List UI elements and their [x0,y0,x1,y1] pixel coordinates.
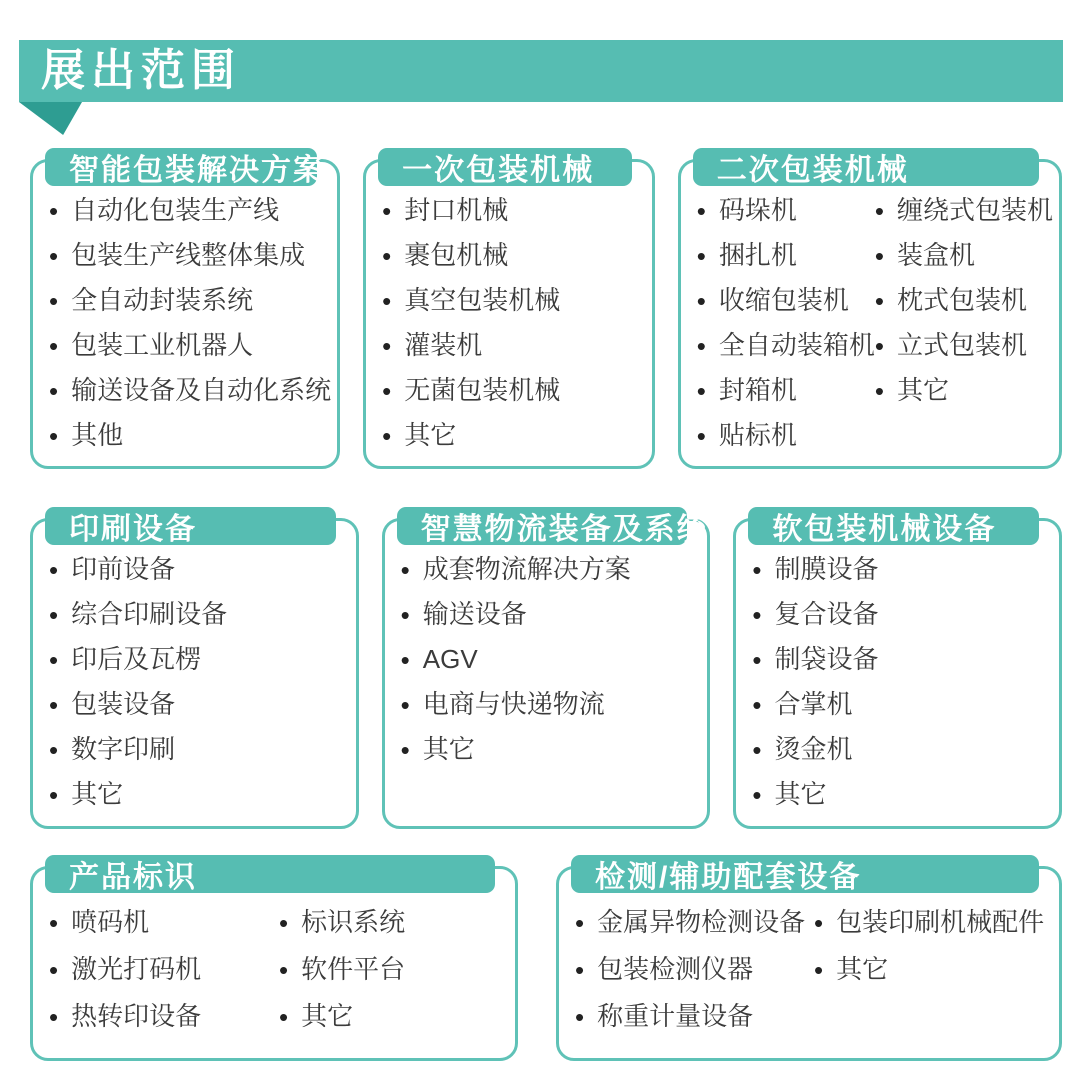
bullet-icon: • [575,907,585,938]
bullet-icon: • [49,907,59,938]
cards-area [30,154,1062,1061]
list-item [49,899,279,946]
item-label: 其它 [71,778,124,809]
bullet-icon: • [49,420,59,451]
item-label: 无菌包装机械 [404,374,561,405]
list-item [875,323,1053,368]
bullet-icon: • [382,195,392,226]
bullet-icon: • [696,330,706,361]
item-label: 成套物流解决方案 [422,553,631,584]
bullet-icon: • [49,734,59,765]
item-label: 自动化包装生产线 [71,194,280,225]
list-item [697,233,875,278]
list-item [382,188,646,233]
bullet-icon: • [696,195,706,226]
list-item [49,946,279,993]
item-label: 全自动装箱机 [718,329,875,360]
item-label: 喷码机 [71,906,150,937]
list-item [279,899,509,946]
banner-fold-corner [19,102,82,135]
list-item [49,772,350,817]
list-item [752,592,1053,637]
item-label: 称重计量设备 [597,1000,754,1031]
bullet-icon: • [382,285,392,316]
item-label: 包装工业机器人 [71,329,254,360]
category-card-title: 产品标识 [45,855,495,893]
item-column [49,547,350,817]
bullet-icon: • [752,779,762,810]
item-label: 装盒机 [896,239,975,270]
item-label: 真空包装机械 [404,284,561,315]
bullet-icon: • [49,375,59,406]
list-item [752,637,1053,682]
item-label: 合掌机 [774,688,853,719]
item-label: 包装设备 [71,688,176,719]
item-label: 其它 [422,733,475,764]
list-item [401,592,702,637]
list-item [575,946,814,993]
item-label: 立式包装机 [896,329,1027,360]
card-items [33,162,337,466]
list-item [382,278,646,323]
bullet-icon: • [49,330,59,361]
bullet-icon: • [874,195,884,226]
bullet-icon: • [400,599,410,630]
list-item [49,592,350,637]
item-column [49,188,331,458]
item-label: 其它 [774,778,827,809]
item-label: 综合印刷设备 [71,598,228,629]
list-item [382,323,646,368]
item-label: 收缩包装机 [718,284,849,315]
category-card-title: 一次包装机械 [378,148,632,186]
bullet-icon: • [575,1001,585,1032]
bullet-icon: • [49,195,59,226]
item-label: 数字印刷 [71,733,176,764]
bullet-icon: • [49,954,59,985]
item-label: 软件平台 [301,953,406,984]
page-title: 展出范围 [41,46,241,95]
item-label: 缠绕式包装机 [896,194,1053,225]
list-item [875,233,1053,278]
item-label: 包装生产线整体集成 [71,239,306,270]
category-card [382,513,711,829]
item-label: 其他 [71,419,124,450]
bullet-icon: • [382,240,392,271]
card-items [385,521,708,780]
bullet-icon: • [49,779,59,810]
item-label: 烫金机 [774,733,853,764]
list-item [401,682,702,727]
bullet-icon: • [874,375,884,406]
item-label: 包装印刷机械配件 [836,906,1045,937]
item-column [752,547,1053,817]
list-item [752,682,1053,727]
item-label: 输送设备 [422,598,527,629]
bullet-icon: • [696,285,706,316]
list-item [279,946,509,993]
item-label: 捆扎机 [718,239,797,270]
item-column [401,547,702,772]
item-label: 封箱机 [718,374,797,405]
item-label: 码垛机 [718,194,797,225]
category-card [733,513,1062,829]
bullet-icon: • [49,644,59,675]
item-label: 热转印设备 [71,1000,202,1031]
category-card [30,861,518,1061]
item-label: 印前设备 [71,553,176,584]
bullet-icon: • [752,734,762,765]
bullet-icon: • [874,330,884,361]
list-item [752,547,1053,592]
bullet-icon: • [382,330,392,361]
category-card-title: 智能包装解决方案 [45,148,317,186]
bullet-icon: • [752,689,762,720]
item-label: 裹包机械 [404,239,509,270]
item-label: 贴标机 [718,419,797,450]
item-label: 封口机械 [404,194,509,225]
bullet-icon: • [752,644,762,675]
card-items [736,521,1059,825]
bullet-icon: • [382,420,392,451]
item-label: 其它 [896,374,949,405]
item-label: 其它 [404,419,457,450]
category-card-title: 二次包装机械 [693,148,1039,186]
list-item [401,637,702,682]
item-label: 激光打码机 [71,953,202,984]
bullet-icon: • [400,644,410,675]
item-label: 制袋设备 [774,643,879,674]
category-card [30,154,340,469]
bullet-icon: • [49,240,59,271]
list-item [875,278,1053,323]
item-column [575,899,814,1040]
bullet-icon: • [814,907,824,938]
list-item [382,413,646,458]
card-items [366,162,652,466]
list-item [49,188,331,233]
list-item [575,993,814,1040]
item-label: 枕式包装机 [896,284,1027,315]
list-item [875,188,1053,233]
list-item [814,899,1053,946]
category-card-title: 检测/辅助配套设备 [571,855,1039,893]
item-label: 其它 [301,1000,354,1031]
bullet-icon: • [49,689,59,720]
item-label: 标识系统 [301,906,406,937]
list-item [697,413,875,458]
page-banner [19,40,1063,102]
list-item [752,772,1053,817]
item-label: 金属异物检测设备 [597,906,806,937]
bullet-icon: • [874,285,884,316]
item-label: 输送设备及自动化系统 [71,374,332,405]
bullet-icon: • [696,375,706,406]
list-item [49,993,279,1040]
list-item [697,323,875,368]
bullet-icon: • [49,599,59,630]
category-card-title: 印刷设备 [45,507,336,545]
category-card-title: 智慧物流装备及系统 [397,507,688,545]
item-label: 印后及瓦楞 [71,643,202,674]
category-card [678,154,1062,469]
list-item [752,727,1053,772]
list-item [697,368,875,413]
item-label: 复合设备 [774,598,879,629]
list-item [697,278,875,323]
bullet-icon: • [49,285,59,316]
card-row [30,513,1062,829]
list-item [279,993,509,1040]
card-row [30,154,1062,469]
list-item [875,368,1053,413]
item-label: AGV [422,643,478,674]
item-label: 电商与快递物流 [422,688,605,719]
list-item [382,368,646,413]
list-item [49,323,331,368]
category-card-title: 软包装机械设备 [748,507,1039,545]
bullet-icon: • [575,954,585,985]
item-label: 全自动封装系统 [71,284,254,315]
bullet-icon: • [752,599,762,630]
category-card [30,513,359,829]
list-item [49,278,331,323]
bullet-icon: • [382,375,392,406]
list-item [49,368,331,413]
list-item [49,233,331,278]
item-column [875,188,1053,458]
list-item [382,233,646,278]
bullet-icon: • [696,420,706,451]
list-item [697,188,875,233]
item-column [814,899,1053,1040]
bullet-icon: • [752,554,762,585]
bullet-icon: • [874,240,884,271]
list-item [49,727,350,772]
list-item [814,946,1053,993]
card-items [33,521,356,825]
list-item [49,682,350,727]
bullet-icon: • [400,689,410,720]
bullet-icon: • [279,1001,289,1032]
item-label: 制膜设备 [774,553,879,584]
item-column [697,188,875,458]
card-row [30,861,1062,1061]
item-column [279,899,509,1040]
list-item [49,637,350,682]
item-column [49,899,279,1040]
item-label: 包装检测仪器 [597,953,754,984]
bullet-icon: • [279,954,289,985]
category-card [363,154,655,469]
bullet-icon: • [49,554,59,585]
list-item [49,547,350,592]
bullet-icon: • [279,907,289,938]
bullet-icon: • [400,554,410,585]
item-label: 灌装机 [404,329,483,360]
bullet-icon: • [49,1001,59,1032]
list-item [401,547,702,592]
item-column [382,188,646,458]
list-item [49,413,331,458]
bullet-icon: • [400,734,410,765]
item-label: 其它 [836,953,889,984]
category-card [556,861,1062,1061]
bullet-icon: • [814,954,824,985]
list-item [575,899,814,946]
bullet-icon: • [696,240,706,271]
card-items [681,162,1059,466]
list-item [401,727,702,772]
